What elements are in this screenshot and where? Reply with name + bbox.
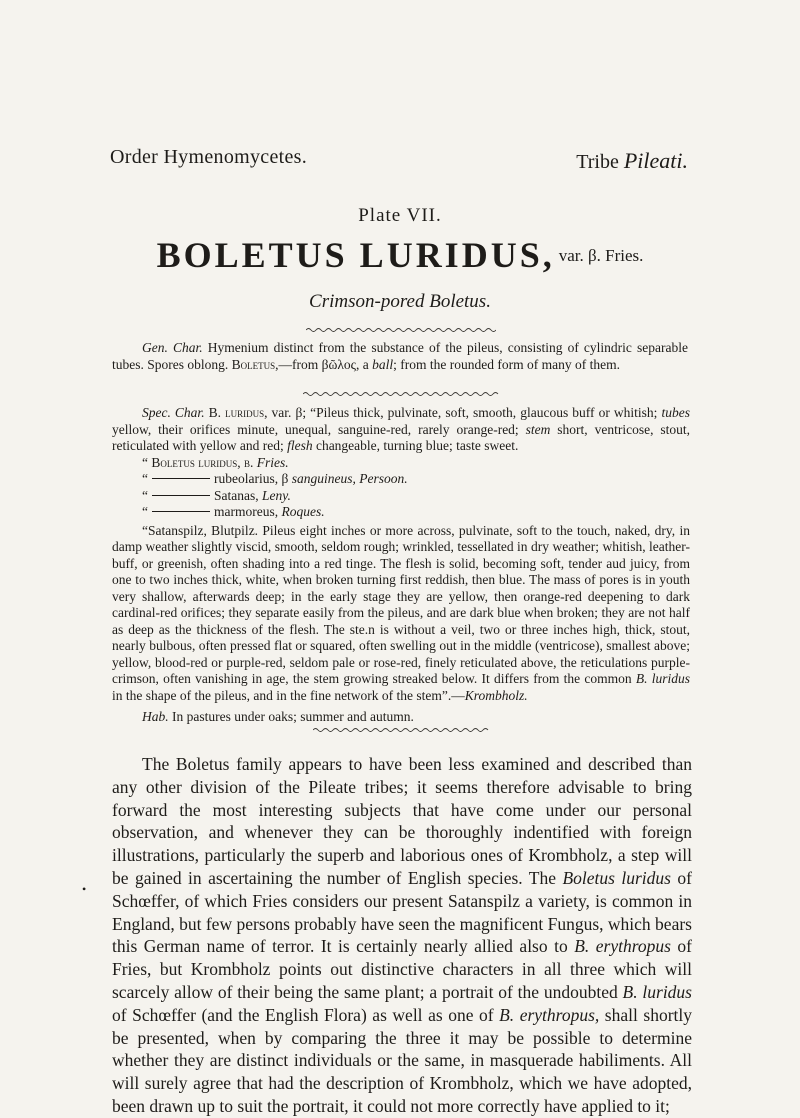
generic-character: Gen. Char. Hymenium distinct from the substance of the pileus, consisting of cylindric separable tubes. Spores oblong. Boletus,—from βῶλος, a ball; from the rounded form of many of them.	[112, 340, 688, 372]
ornament-divider-3	[313, 727, 489, 733]
synonym-line: “ marmoreus, Roques.	[142, 504, 325, 519]
synonym-line: “ Boletus luridus, β. Fries.	[142, 454, 289, 470]
tribe-prefix: Tribe	[576, 151, 624, 173]
variety-label: var. β. Fries.	[558, 246, 644, 265]
ornament-divider-2	[303, 391, 499, 397]
spec-char-paragraph: Spec. Char. B. luridus, var. β; “Pileus thick, pulvinate, soft, smooth, glaucous buff or whitish; tubes yellow, their orifices minute, unequal, sanguine-red, rarely orange-red; stem short, ventricose, stout, reticulated with yellow and red; flesh changeable, turning blue; taste sweet.	[112, 405, 691, 453]
margin-mark: •	[82, 882, 87, 896]
synonym-line: “ Satanas, Leny.	[142, 487, 291, 503]
species-title	[0, 234, 800, 276]
specific-character	[112, 405, 690, 726]
order-header: Order Hymenomycetes.	[110, 146, 308, 168]
ornament-divider-1	[306, 327, 496, 333]
krombholz-quote: “Satanspilz, Blutpilz. Pileus eight inches or more across, pulvinate, soft to the touch, naked, dry, in damp weather slightly viscid, smooth, seldom rough; wrinkled, tessellated in dry weather; whitish, leather-buff, or greenish, often shading into a red tinge. The flesh is solid, becoming soft, tender aud juicy, from one to two inches thick, white, when broken turning first reddish, then blue. The mass of pores is in youth very shallow, afterwards deep; in the early stage they are yellow, then orange-red deepening to dark cardinal-red orifices; they separate easily from the pileus, and are dark blue when broken; they are not half as deep as the thickness of the flesh. The ste.n is without a veil, two or three inches high, thick, stout, nearly bulbous, often pressed flat or squared, often swelling out in the middle (ventricose), smallest above; yellow, blood-red or purple-red, seldom pale or rose-red, finely reticulated above, the reticulations purple-crimson, often vanishing in age, the stem growing streaked below. It differs from the common B. luridus in the shape of the pileus, and in the fine network of the stem”.—Krombholz.	[112, 522, 690, 703]
gen-char-label: Gen. Char.	[142, 340, 203, 355]
common-name: Crimson-pored Boletus.	[309, 291, 491, 312]
plate-number: Plate VII.	[358, 205, 442, 226]
tribe-name: Pileati.	[623, 148, 688, 173]
synonym-line: “ rubeolarius, β sanguineus, Persoon.	[142, 471, 408, 486]
tribe-header	[576, 148, 688, 174]
habitat-line: Hab. In pastures under oaks; summer and autumn.	[142, 709, 414, 724]
species-name: BOLETUS LURIDUS,	[156, 235, 555, 275]
body-paragraph: The Boletus family appears to have been less examined and described than any other division of the Pileate tribes; it seems therefore advisable to bring forward the most interesting subjects that have come under our personal observation, and whenever they can be thoroughly indentified with foreign illustrations, particularly the superb and laborious ones of Krombholz, a step will be gained in ascertaining the number of English species. The Boletus luridus of Schœffer, of which Fries considers our present Satanspilz a variety, is common in England, but few persons probably have seen the magnificent Fungus, which bears this German name of terror. It is certainly nearly allied also to B. erythropus of Fries, but Krombholz points out distinctive characters in all three which will scarcely allow of their being the same plant; a portrait of the undoubted B. luridus of Schœffer (and the English Flora) as well as one of B. erythropus, shall shortly be presented, when by comparing the three it may be possible to determine whether they are distinct individuals or the same, in masquerade habiliments. All will surely agree that had the description of Krombholz, which we have adopted, been drawn up to suit the portrait, it could not more correctly have applied to it;	[112, 754, 693, 1116]
